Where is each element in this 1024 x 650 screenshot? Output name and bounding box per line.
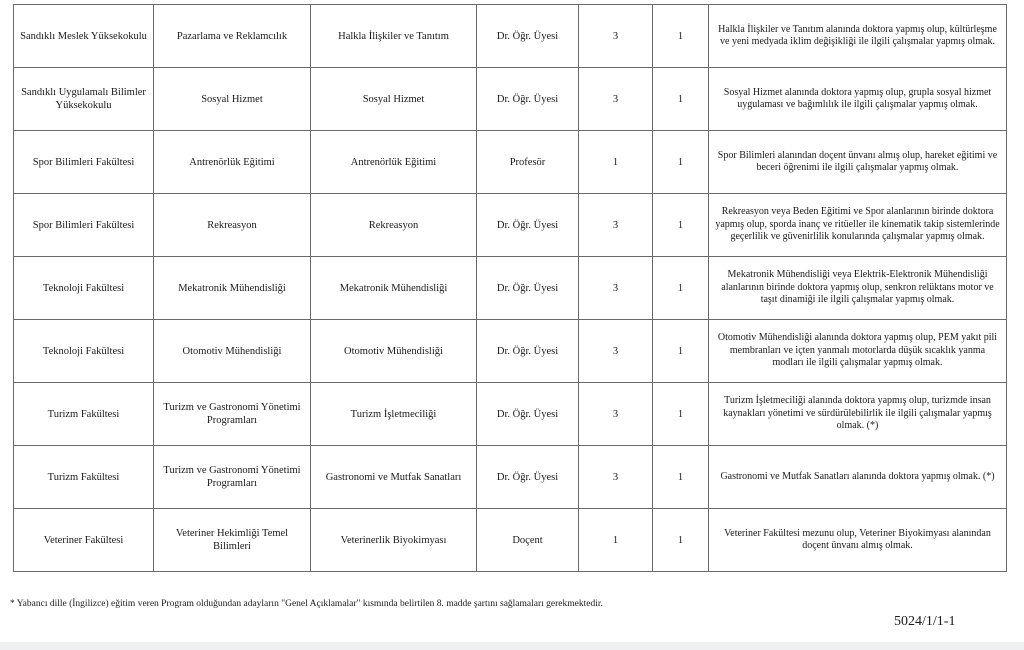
table-row [14,446,1007,509]
cell-title: Dr. Öğr. Üyesi [477,194,579,257]
cell-degree: 3 [579,5,653,68]
cell-department: Turizm ve Gastronomi Yönetimi Programları [154,383,311,446]
bottom-band [0,642,1024,650]
cell-department: Sosyal Hizmet [154,68,311,131]
cell-requirement: Veteriner Fakültesi mezunu olup, Veteriner Biyokimyası alanından doçent ünvanı almış olmak. [709,509,1007,572]
cell-requirement: Spor Bilimleri alanından doçent ünvanı almış olup, hareket eğitimi ve beceri öğrenimi ile ilgili çalışmalar yapmış olmak. [709,131,1007,194]
cell-count: 1 [653,68,709,131]
table-row [14,320,1007,383]
cell-unit: Sandıklı Uygulamalı Bilimler Yüksekokulu [14,68,154,131]
cell-unit: Spor Bilimleri Fakültesi [14,194,154,257]
cell-program: Gastronomi ve Mutfak Sanatları [311,446,477,509]
cell-program: Rekreasyon [311,194,477,257]
cell-unit: Veteriner Fakültesi [14,509,154,572]
cell-degree: 3 [579,446,653,509]
cell-program: Sosyal Hizmet [311,68,477,131]
cell-department: Rekreasyon [154,194,311,257]
cell-unit: Teknoloji Fakültesi [14,320,154,383]
cell-title: Doçent [477,509,579,572]
table-row [14,383,1007,446]
cell-department: Turizm ve Gastronomi Yönetimi Programları [154,446,311,509]
cell-unit: Sandıklı Meslek Yüksekokulu [14,5,154,68]
cell-title: Dr. Öğr. Üyesi [477,320,579,383]
positions-table [13,4,1007,572]
cell-degree: 3 [579,257,653,320]
cell-unit: Turizm Fakültesi [14,446,154,509]
cell-count: 1 [653,5,709,68]
cell-unit: Spor Bilimleri Fakültesi [14,131,154,194]
cell-count: 1 [653,320,709,383]
cell-department: Antrenörlük Eğitimi [154,131,311,194]
table-row [14,257,1007,320]
cell-count: 1 [653,446,709,509]
cell-requirement: Rekreasyon veya Beden Eğitimi ve Spor alanlarının birinde doktora yapmış olup, sporda inanç ve ritüeller ile kinematik takip sistemlerinde geçerlilik ve güvenirlilik konularında çalışmalar yapmış olmak. [709,194,1007,257]
cell-requirement: Halkla İlişkiler ve Tanıtım alanında doktora yapmış olup, kültürleşme ve yeni medyada iklim değişikliği ile ilgili çalışmalar yapmış olmak. [709,5,1007,68]
cell-requirement: Gastronomi ve Mutfak Sanatları alanında doktora yapmış olmak. (*) [709,446,1007,509]
cell-program: Halkla İlişkiler ve Tanıtım [311,5,477,68]
cell-program: Antrenörlük Eğitimi [311,131,477,194]
cell-department: Veteriner Hekimliği Temel Bilimleri [154,509,311,572]
cell-count: 1 [653,257,709,320]
cell-department: Otomotiv Mühendisliği [154,320,311,383]
cell-count: 1 [653,194,709,257]
cell-degree: 1 [579,131,653,194]
cell-title: Profesör [477,131,579,194]
table-body [14,5,1007,572]
table-row [14,131,1007,194]
cell-program: Turizm İşletmeciliği [311,383,477,446]
table-row [14,194,1007,257]
cell-title: Dr. Öğr. Üyesi [477,383,579,446]
cell-degree: 3 [579,68,653,131]
table-row [14,68,1007,131]
cell-count: 1 [653,509,709,572]
cell-degree: 3 [579,383,653,446]
cell-requirement: Turizm İşletmeciliği alanında doktora yapmış olup, turizmde insan kaynakları yönetimi ve sürdürülebilirlik ile ilgili çalışmalar yapmış olmak. (*) [709,383,1007,446]
document-reference: 5024/1/1-1 [894,614,956,629]
cell-title: Dr. Öğr. Üyesi [477,68,579,131]
table-row [14,5,1007,68]
cell-degree: 3 [579,194,653,257]
cell-unit: Turizm Fakültesi [14,383,154,446]
cell-count: 1 [653,131,709,194]
cell-requirement: Otomotiv Mühendisliği alanında doktora yapmış olup, PEM yakıt pili membranları ve içten yanmalı motorlarda düşük sıcaklık yanma modları ile ilgili çalışmalar yapmış olmak. [709,320,1007,383]
cell-department: Pazarlama ve Reklamcılık [154,5,311,68]
cell-program: Veterinerlik Biyokimyası [311,509,477,572]
cell-unit: Teknoloji Fakültesi [14,257,154,320]
cell-department: Mekatronik Mühendisliği [154,257,311,320]
cell-degree: 1 [579,509,653,572]
cell-title: Dr. Öğr. Üyesi [477,257,579,320]
cell-requirement: Sosyal Hizmet alanında doktora yapmış olup, grupla sosyal hizmet uygulaması ve bağımlılık ile ilgili çalışmalar yapmış olmak. [709,68,1007,131]
cell-program: Otomotiv Mühendisliği [311,320,477,383]
footnote: * Yabancı dille (İngilizce) eğitim veren Program olduğundan adayların "Genel Açıklamalar" kısmında belirtilen 8. madde şartını sağlamaları gerekmektedir. [10,599,603,609]
cell-program: Mekatronik Mühendisliği [311,257,477,320]
cell-requirement: Mekatronik Mühendisliği veya Elektrik-Elektronik Mühendisliği alanlarının birinde doktora yapmış olup, senkron relüktans motor ve taşıt dinamiği ile ilgili çalışmalar yapmış olmak. [709,257,1007,320]
cell-title: Dr. Öğr. Üyesi [477,446,579,509]
cell-count: 1 [653,383,709,446]
cell-title: Dr. Öğr. Üyesi [477,5,579,68]
table-row [14,509,1007,572]
cell-degree: 3 [579,320,653,383]
